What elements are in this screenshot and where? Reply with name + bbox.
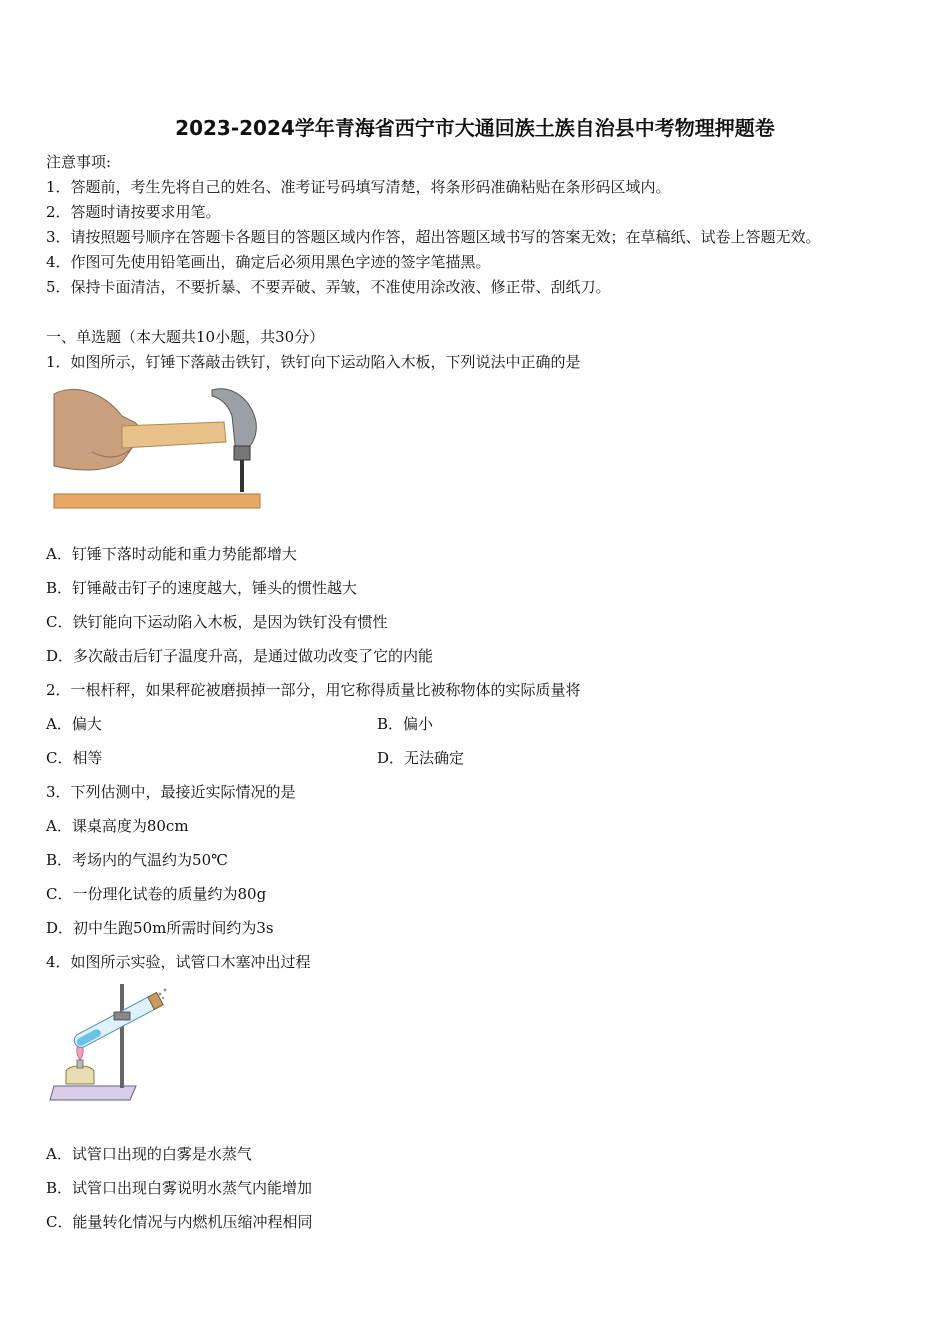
option: A．偏大 <box>46 715 102 733</box>
question-stem: 3．下列估测中，最接近实际情况的是 <box>46 783 296 801</box>
alcohol-lamp <box>66 1066 94 1084</box>
lamp-wick <box>77 1060 83 1068</box>
option: D．多次敲击后钉子温度升高，是通过做功改变了它的内能 <box>46 647 434 665</box>
question-stem: 4．如图所示实验，试管口木塞冲出过程 <box>46 953 311 971</box>
vapor-dot <box>159 993 162 996</box>
page-title: 2023-2024学年青海省西宁市大通回族土族自治县中考物理押题卷 <box>175 116 775 140</box>
option: C．铁钉能向下运动陷入木板，是因为铁钉没有惯性 <box>46 613 388 631</box>
nail <box>240 460 244 492</box>
question-stem: 2．一根杆秤，如果秤砣被磨损掉一部分，用它称得质量比被称物体的实际质量将 <box>46 681 581 699</box>
option: A．试管口出现的白雾是水蒸气 <box>46 1145 252 1163</box>
option: B．偏小 <box>377 715 434 733</box>
clamp <box>114 1012 130 1020</box>
notice-item: 2．答题时请按要求用笔。 <box>46 203 221 221</box>
question-stem: 1．如图所示，钉锤下落敲击铁钉，铁钉向下运动陷入木板，下列说法中正确的是 <box>46 353 581 371</box>
option: C．相等 <box>46 749 103 767</box>
option: B．试管口出现白雾说明水蒸气内能增加 <box>46 1179 313 1197</box>
option: B．考场内的气温约为50℃ <box>46 851 228 869</box>
notice-heading: 注意事项: <box>46 153 112 171</box>
option: A．课桌高度为80cm <box>46 817 189 835</box>
vapor-dot <box>164 989 167 992</box>
option: C．能量转化情况与内燃机压缩冲程相同 <box>46 1213 313 1231</box>
option: B．钉锤敲击钉子的速度越大，锤头的惯性越大 <box>46 579 358 597</box>
hammer-handle <box>122 422 226 448</box>
stand-rod <box>120 984 124 1088</box>
hammer-nail-figure <box>52 382 264 514</box>
hammer-head <box>212 389 256 454</box>
option: A．钉锤下落时动能和重力势能都增大 <box>46 545 297 563</box>
test-tube-figure <box>48 982 170 1106</box>
notice-item: 4．作图可先使用铅笔画出，确定后必须用黑色字迹的签字笔描黑。 <box>46 253 491 271</box>
notice-item: 1．答题前，考生先将自己的姓名、准考证号码填写清楚，将条形码准确粘贴在条形码区域内。 <box>46 178 671 196</box>
hammer-face <box>234 446 250 460</box>
notice-item: 5．保持卡面清洁，不要折暴、不要弄破、弄皱，不准使用涂改液、修正带、刮纸刀。 <box>46 278 611 296</box>
option: C．一份理化试卷的质量约为80g <box>46 885 267 903</box>
wood-board <box>54 494 260 508</box>
notice-item: 3．请按照题号顺序在答题卡各题目的答题区域内作答，超出答题区域书写的答案无效；在草稿纸、试卷上答题无效。 <box>46 228 821 246</box>
option: D．无法确定 <box>377 749 465 767</box>
section-heading: 一、单选题（本大题共10小题，共30分） <box>46 328 325 346</box>
vapor-dot <box>162 997 164 999</box>
stand-base <box>50 1086 136 1100</box>
option: D．初中生跑50m所需时间约为3s <box>46 919 274 937</box>
